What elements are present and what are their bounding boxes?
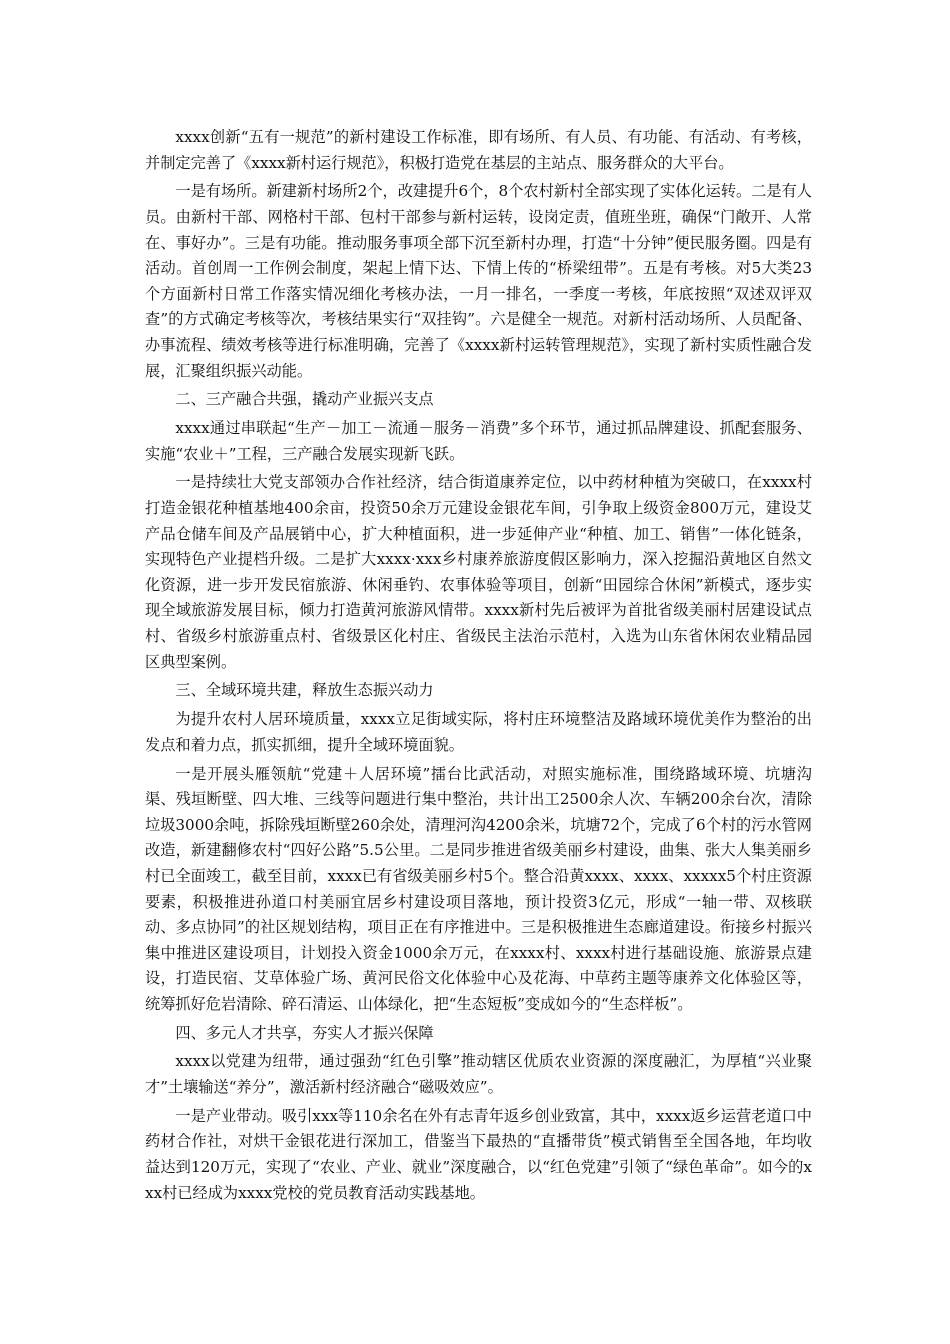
paragraph-intro: xxxx创新“五有一规范”的新村建设工作标准，即有场所、有人员、有功能、有活动、有考核，并制定完善了《xxxx新村运行规范》，积极打造党在基层的主站点、服务群众的大平台。 [145,128,812,172]
section-heading-talent: 四、多元人才共享，夯实人才振兴保障 [175,1023,434,1042]
document-body [145,125,812,1209]
paragraph-organization-detail: 一是有场所。新建新村场所2个，改建提升6个，8个农村新村全部实现了实体化运转。二是有人员。由新村干部、网格村干部、包村干部参与新村运转，设岗定责，值班坐班，确保“门敞开、人常在、事好办”。三是有功能。推动服务事项全部下沉至新村办理，打造“十分钟”便民服务圈。四是有活动。首创周一工作例会制度，架起上情下达、下情上传的“桥梁纽带”。五是有考核。对5大类23个方面新村日常工作落实情况细化考核办法，一月一排名，一季度一考核，年底按照“双述双评双查”的方式确定考核等次，考核结果实行“双挂钩”。六是健全一规范。对新村活动场所、人员配备、办事流程、绩效考核等进行标准明确，完善了《xxxx新村运转管理规范》，实现了新村实质性融合发展，汇聚组织振兴动能。 [145,182,812,380]
paragraph-talent-intro: xxxx以党建为纽带，通过强劲“红色引擎”推动辖区优质农业资源的深度融汇，为厚植“兴业聚才”土壤输送“养分”，激活新村经济融合“磁吸效应”。 [145,1052,812,1097]
paragraph-ecology-intro: 为提升农村人居环境质量，xxxx立足街域实际，将村庄环境整洁及路域环境优美作为整治的出发点和着力点，抓实抓细，提升全域环境面貌。 [145,710,812,754]
paragraph-talent-detail: 一是产业带动。吸引xxx等110余名在外有志青年返乡创业致富，其中，xxxx返乡运营老道口中药材合作社，对烘干金银花进行深加工，借鉴当下最热的“直播带货”模式销售至全国各地，年均收益达到120万元，实现了“农业、产业、就业”深度融合，以“红色党建”引领了“绿色革命”。如今的xxx村已经成为xxxx党校的党员教育活动实践基地。 [145,1106,812,1202]
section-heading-ecology: 三、全域环境共建，释放生态振兴动力 [175,681,434,700]
section-heading-industry: 二、三产融合共强，撬动产业振兴支点 [175,390,434,409]
paragraph-ecology-detail: 一是开展头雁领航“党建＋人居环境”擂台比武活动，对照实施标准，围绕路域环境、坑塘沟渠、残垣断壁、四大堆、三线等问题进行集中整治，共计出工2500余人次、车辆200余台次，清除垃圾3000余吨，拆除残垣断壁260余处，清理河沟4200余米，坑塘72个，完成了6个村的污水管网改造，新建翻修农村“四好公路”5.5公里。二是同步推进省级美丽乡村建设，曲集、张大人集美丽乡村已全面竣工，截至目前，xxxx已有省级美丽乡村5个。整合沿黄xxxx、xxxx、xxxxx5个村庄资源要素，积极推进孙道口村美丽宜居乡村建设项目落地，预计投资3亿元，形成“一轴一带、双核联动、多点协同”的社区规划结构，项目正在有序推进中。三是积极推进生态廊道建设。衔接乡村振兴集中推进区建设项目，计划投入资金1000余万元，在xxxx村、xxxx村进行基础设施、旅游景点建设，打造民宿、艾草体验广场、黄河民俗文化体验中心及花海、中草药主题等康养文化体验区等，统筹抓好危岩清除、碎石清运、山体绿化，把“生态短板”变成如今的“生态样板”。 [145,764,812,1013]
paragraph-industry-detail: 一是持续壮大党支部领办合作社经济，结合街道康养定位，以中药材种植为突破口，在xxxx村打造金银花种植基地400余亩，投资50余万元建设金银花车间，引争取上级资金800万元，建设艾产品仓储车间及产品展销中心，扩大种植面积，进一步延伸产业“种植、加工、销售”一体化链条，实现特色产业提档升级。二是扩大xxxx·xxx乡村康养旅游度假区影响力，深入挖掘沿黄地区自然文化资源，进一步开发民宿旅游、休闲垂钓、农事体验等项目，创新“田园综合休闲”新模式，逐步实现全域旅游发展目标，倾力打造黄河旅游风情带。xxxx新村先后被评为首批省级美丽村居建设试点村、省级乡村旅游重点村、省级景区化村庄、省级民主法治示范村，入选为山东省休闲农业精品园区典型案例。 [145,473,812,671]
paragraph-industry-intro: xxxx通过串联起“生产－加工－流通－服务－消费”多个环节，通过抓品牌建设、抓配套服务、实施“农业＋”工程，三产融合发展实现新飞跃。 [145,419,812,463]
